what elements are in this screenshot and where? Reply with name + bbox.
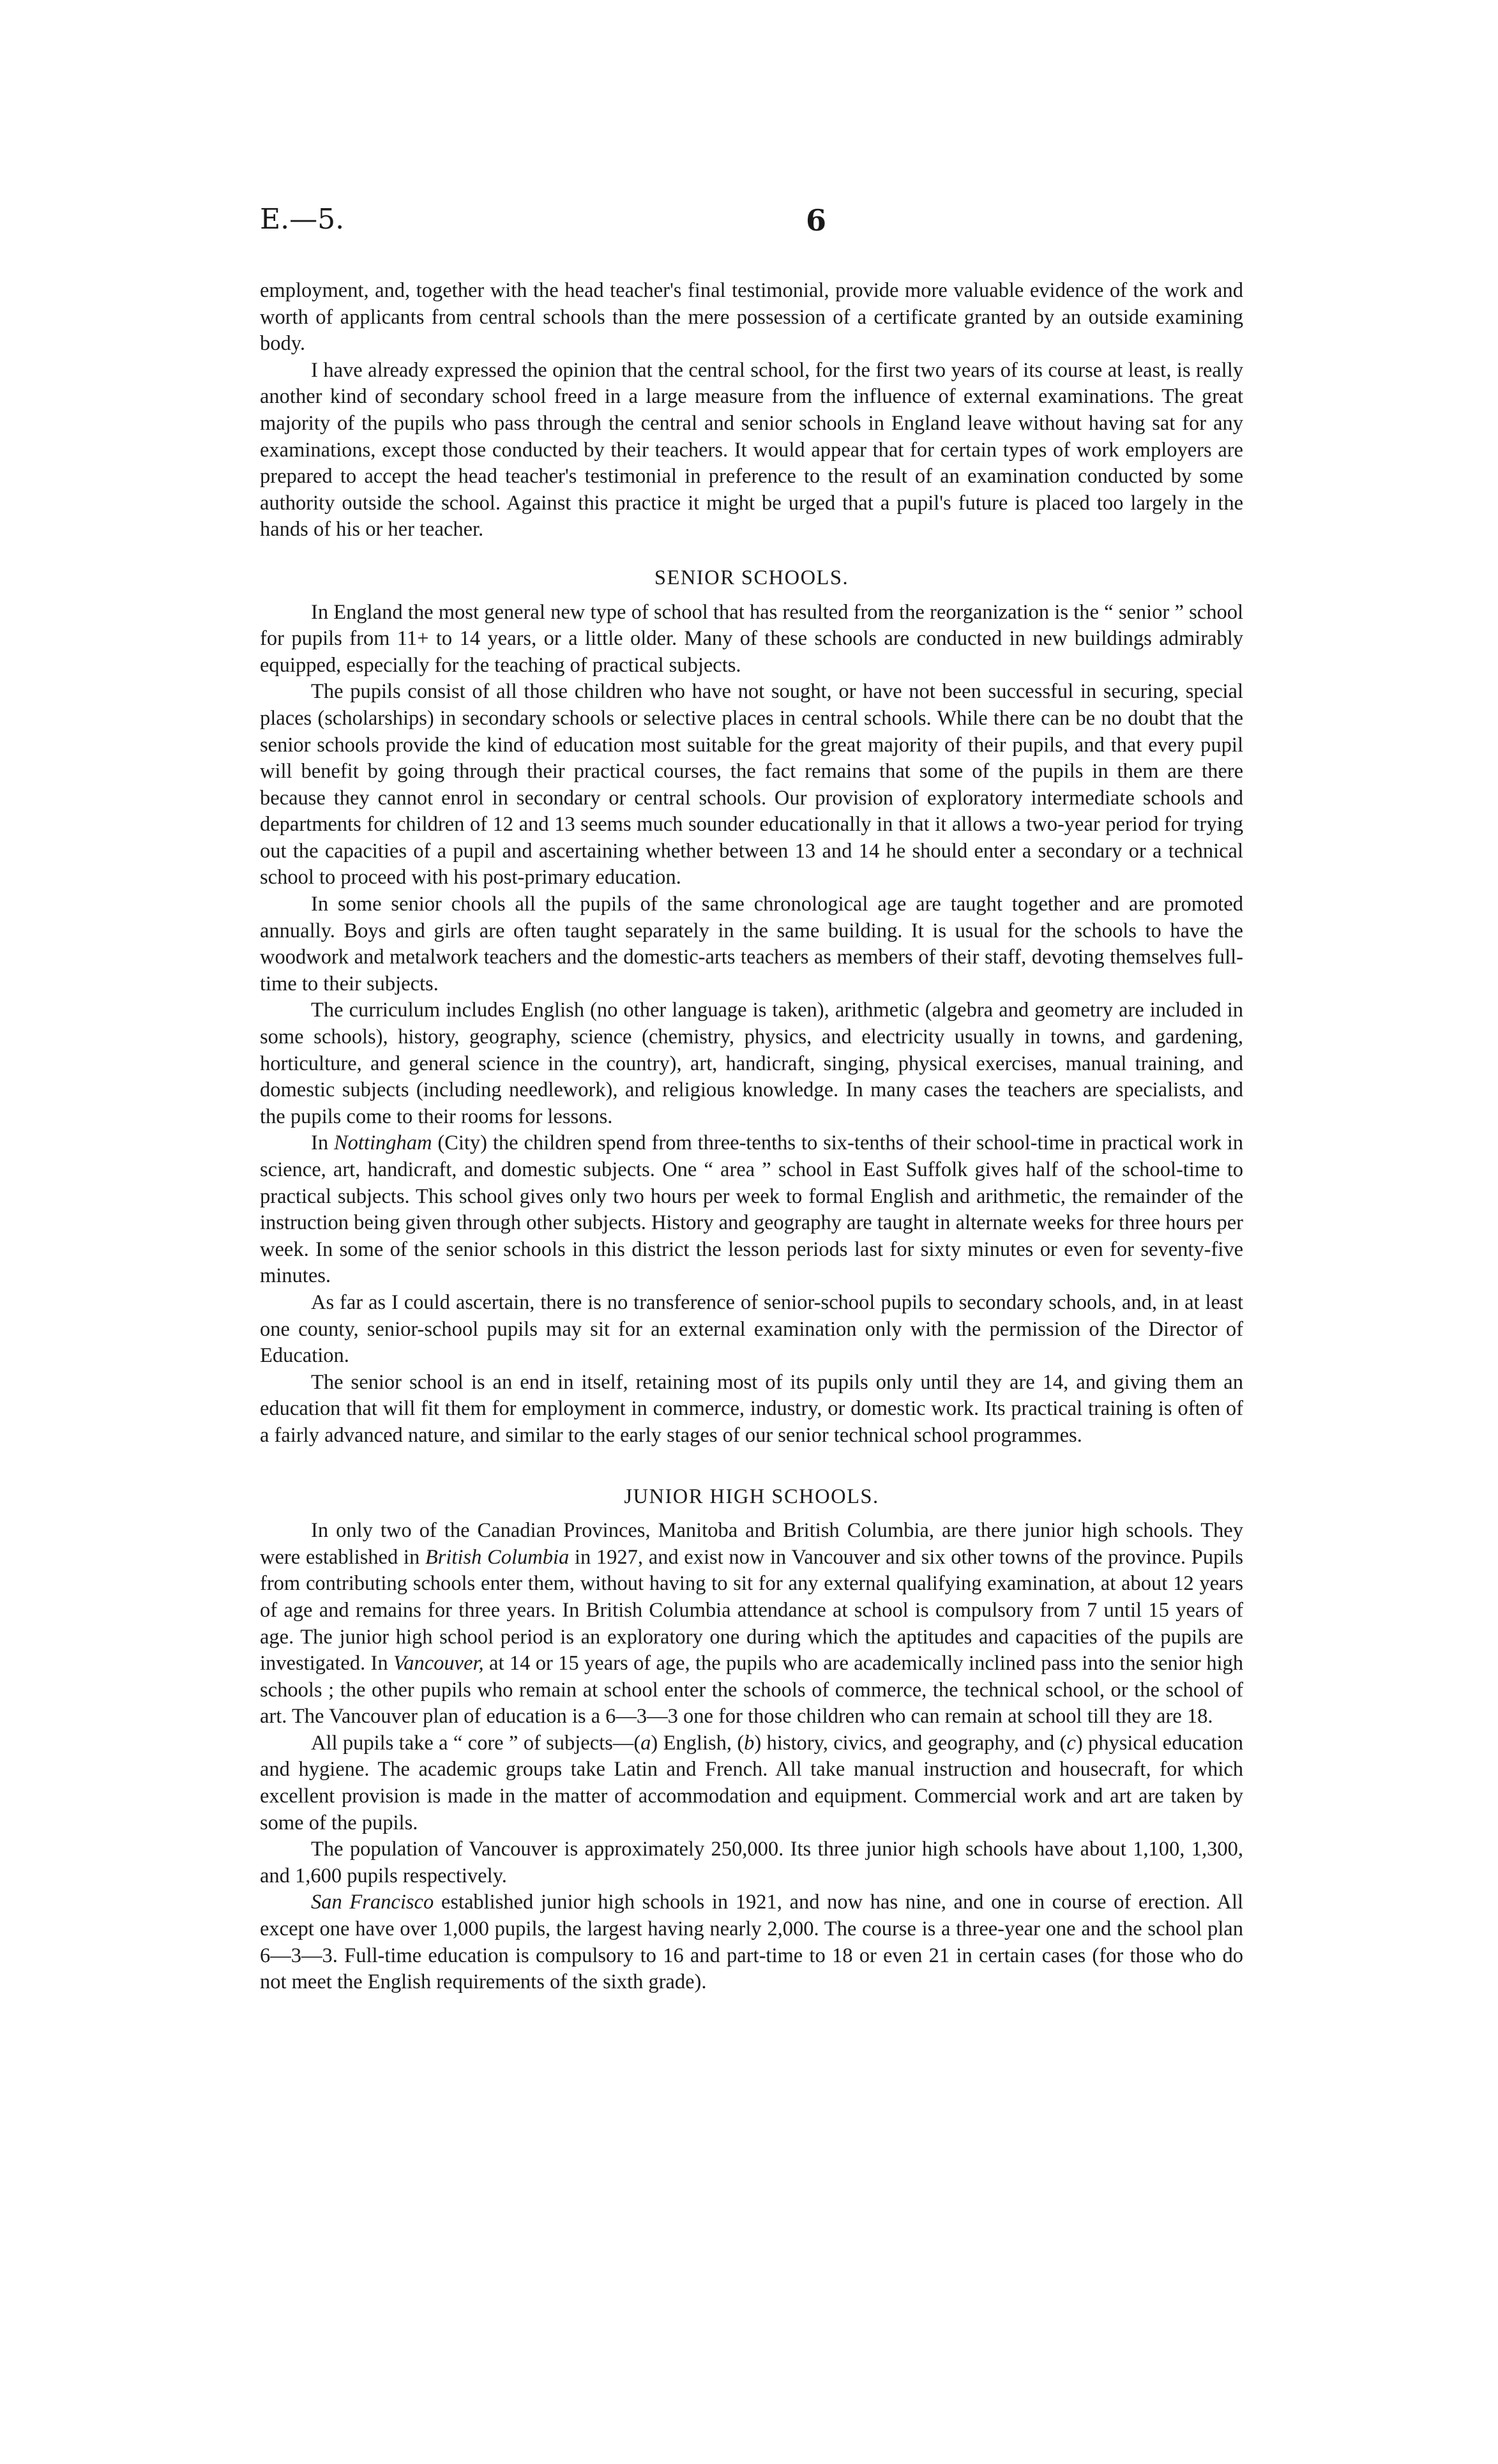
section-heading-junior-high-schools: JUNIOR HIGH SCHOOLS.	[624, 1485, 879, 1508]
paragraph: In some senior chools all the pupils of the same chronological age are taught together and are promoted annually. Boys and girls are often taught separately in the same building. It is usual for the schools to have the woodwork and metalwork teachers and the domestic-arts teachers as members of their staff, devoting themselves full-time to their subjects.	[260, 893, 1243, 995]
paragraph: As far as I could ascertain, there is no transference of senior-school pupils to secondary schools, and, in at least one county, senior-school pupils may sit for an external examination only with the permission of the Director of Education.	[260, 1290, 1243, 1368]
page-body	[260, 278, 1243, 1996]
paragraph: The senior school is an end in itself, retaining most of its pupils only until they are 14, and giving them an education that will fit them for employment in commerce, industry, or domestic work. Its practical training is often of a fairly advanced nature, and similar to the early stages of our senior technical school programmes.	[260, 1370, 1243, 1447]
list-letter: c	[1066, 1731, 1076, 1755]
paragraph: employment, and, together with the head teacher's final testimonial, provide more valuable evidence of the work and worth of applicants from central schools than the mere possession of a certificate granted by an outside examining body.	[260, 279, 1243, 356]
text-run: ) physical education and hygiene. The academic groups take Latin and French. All take manual instruction and housecraft, for which excellent provision is made in the matter of accommodation and equipment. Commercial work and art are taken by some of the pupils.	[260, 1731, 1243, 1834]
place-name: Nottingham	[333, 1131, 432, 1155]
text-run: at 14 or 15 years of age, the pupils who are academically inclined pass into the senior high schools ; the other pupils who remain at school enter the schools of commerce, the technical school, or the school of art. The Vancouver plan of education is a 6—3—3 one for those children who can remain at school till they are 18.	[260, 1652, 1243, 1728]
text-run: In	[311, 1131, 334, 1155]
section-heading-senior-schools: SENIOR SCHOOLS.	[654, 566, 849, 589]
place-name: Vancouver,	[393, 1652, 484, 1675]
text-run: ) history, civics, and geography, and (	[754, 1731, 1067, 1755]
place-name: San Francisco	[311, 1891, 434, 1914]
list-letter: b	[744, 1731, 755, 1755]
page-number: 6	[806, 203, 827, 238]
document-reference: E.—5.	[260, 203, 345, 236]
paragraph: The population of Vancouver is approximately 250,000. Its three junior high schools have about 1,100, 1,300, and 1,600 pupils respectively.	[260, 1838, 1243, 1887]
text-run: established junior high schools in 1921, and now has nine, and one in course of erection. All except one have over 1,000 pupils, the largest having nearly 2,000. The course is a three-year one and the school plan 6—3—3. Full-time education is compulsory to 16 and part-time to 18 or even 21 in certain cases (for those who do not meet the English requirements of the sixth grade).	[260, 1891, 1243, 1994]
text-run: (City) the children spend from three-tenths to six-tenths of their school-time in practical work in science, art, handicraft, and domestic subjects. One “ area ” school in East Suffolk gives half of the school-time to practical subjects. This school gives only two hours per week to formal English and arithmetic, the remainder of the instruction being given through other subjects. History and geography are taught in alternate weeks for three hours per week. In some of the senior schools in this district the lesson periods last for sixty minutes or even for seventy-five minutes.	[260, 1131, 1243, 1288]
paragraph: I have already expressed the opinion that the central school, for the first two years of its course at least, is really another kind of secondary school freed in a large measure from the influence of external examinations. The great majority of the pupils who pass through the central and senior schools in England leave without having sat for any examinations, except those conducted by their teachers. It would appear that for certain types of work employers are prepared to accept the head teacher's testimonial in preference to the result of an examination conducted by some authority outside the school. Against this practice it might be urged that a pupil's future is placed too largely in the hands of his or her teacher.	[260, 358, 1243, 541]
paragraph	[260, 1130, 1243, 1290]
paragraph: In England the most general new type of school that has resulted from the reorganization is the “ senior ” school for pupils from 11+ to 14 years, or a little older. Many of these schools are conducted in new buildings admirably equipped, especially for the teaching of practical subjects.	[260, 600, 1243, 677]
paragraph	[260, 1518, 1243, 1730]
text-run: in 1927, and exist now in Vancouver and six other towns of the province. Pupils from contributing schools enter them, without having to sit for any external qualifying examination, at about 12 years of age and remains for three years. In British Columbia attendance at school is compulsory from 7 until 15 years of age. The junior high school period is an exploratory one during which the aptitudes and capacities of the pupils are investigated. In	[260, 1545, 1243, 1675]
text-run: All pupils take a “ core ” of subjects—(	[311, 1731, 641, 1755]
paragraph: The pupils consist of all those children who have not sought, or have not been successful in securing, special places (scholarships) in secondary schools or selective places in central schools. While there can be no doubt that the senior schools provide the kind of education most suitable for the great majority of their pupils, and that every pupil will benefit by going through their practical courses, the fact remains that some of the pupils in them are there because they cannot enrol in secondary or central schools. Our provision of exploratory intermediate schools and departments for children of 12 and 13 seems much sounder educationally in that it allows a two-year period for trying out the capacities of a pupil and ascertaining whether between 13 and 14 he should enter a secondary or a technical school to proceed with his post-primary education.	[260, 680, 1243, 889]
text-run: ) English, (	[651, 1731, 745, 1755]
paragraph: The curriculum includes English (no other language is taken), arithmetic (algebra and geometry are included in some schools), history, geography, science (chemistry, physics, and electricity usually in towns, and gardening, horticulture, and general science in the country), art, handicraft, singing, physical exercises, manual training, and domestic subjects (including needlework), and religious knowledge. In many cases the teachers are specialists, and the pupils come to their rooms for lessons.	[260, 999, 1243, 1128]
place-name: British Columbia	[425, 1545, 570, 1569]
page-header	[260, 203, 1243, 241]
paragraph	[260, 1889, 1243, 1995]
text-run: In only two of the Canadian Provinces, Manitoba and British Columbia, are there junior high schools. They were established in	[260, 1519, 1243, 1569]
list-letter: a	[640, 1731, 651, 1755]
paragraph	[260, 1730, 1243, 1836]
